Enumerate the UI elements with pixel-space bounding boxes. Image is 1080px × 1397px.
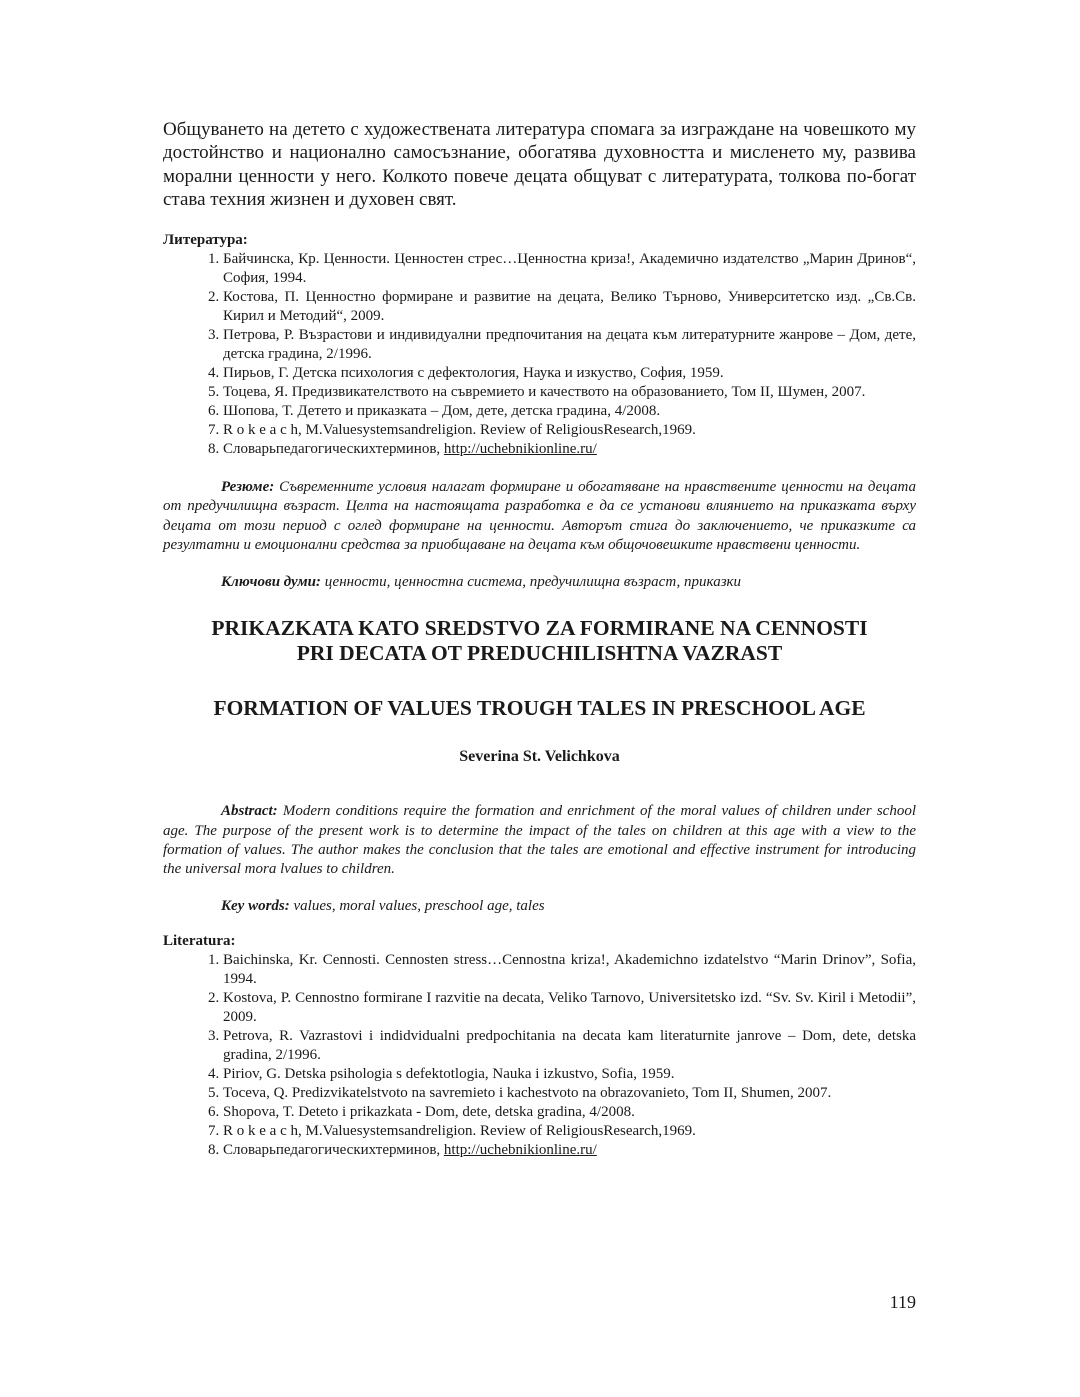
- reference-text: Словарьпедагогическихтерминов,: [223, 1141, 444, 1158]
- references-lat-list: [163, 951, 916, 1160]
- reference-item: 6. Shopova, T. Deteto i prikazkata - Dom, dete, detska gradina, 4/2008.: [223, 1103, 916, 1122]
- title-english: FORMATION OF VALUES TROUGH TALES IN PRESCHOOL AGE: [213, 696, 866, 721]
- reference-item: 3. Petrova, R. Vazrastovi i indidvidualni predpochitania na decata kam literaturnite janrove – Dom, dete, detska gradina, 2/1996.: [223, 1027, 916, 1065]
- reference-item: [223, 440, 916, 459]
- author-name: Severina St. Velichkova: [459, 748, 620, 766]
- keywords-bg-label: Ключови думи:: [221, 574, 321, 591]
- keywords-en-label: Key words:: [221, 897, 290, 914]
- reference-item: 3. Петрова, Р. Възрастови и индивидуални предпочитания на децата към литературните жанрове – Дом, дете, детска градина, 2/1996.: [223, 326, 916, 364]
- page-body: [163, 118, 916, 1160]
- resume-text: Съвременните условия налагат формиране и обогатяване на нравствените ценности на децата от предучилищна възраст. Целта на настоящата разработка е да се установи влиянието на приказката върху децата от този период с оглед формиране на ценности. Авторът стига до заключението, че приказките са резултатни и емоционални средства за приобщаване на децата към общочовешките нравствени ценности.: [163, 479, 916, 554]
- reference-item: 4. Пирьов, Г. Детска психология с дефектология, Наука и изкуство, София, 1959.: [223, 364, 916, 383]
- reference-item: 7. R o k e a c h, M.Valuesystemsandreligion. Review of ReligiousResearch,1969.: [223, 1122, 916, 1141]
- title-transliterated: [163, 616, 916, 666]
- keywords-en-text: values, moral values, preschool age, tales: [289, 897, 545, 914]
- reference-item: 2. Kostova, P. Cennostno formirane I razvitie na decata, Veliko Tarnovo, Universitetsko izd. “Sv. Sv. Kiril i Metodii”, 2009.: [223, 989, 916, 1027]
- reference-item: 4. Piriov, G. Detska psihologia s defektotlogia, Nauka i izkustvo, Sofia, 1959.: [223, 1065, 916, 1084]
- reference-item: 1. Байчинска, Кр. Ценности. Ценностен стрес…Ценностна криза!, Академично издателство „Марин Дринов“, София, 1994.: [223, 250, 916, 288]
- abstract-paragraph: [163, 802, 916, 879]
- keywords-bg: [163, 573, 916, 592]
- references-bg-list: [163, 250, 916, 459]
- reference-item: 5. Toceva, Q. Predizvikatelstvoto na savremieto i kachestvoto na obrazovanieto, Tom II, Shumen, 2007.: [223, 1084, 916, 1103]
- reference-item: 7. R o k e a c h, M.Valuesystemsandreligion. Review of ReligiousResearch,1969.: [223, 421, 916, 440]
- reference-item: [223, 1141, 916, 1160]
- resume-paragraph: [163, 478, 916, 555]
- abstract-text: Modern conditions require the formation and enrichment of the moral values of children under school age. The purpose of the present work is to determine the impact of the tales on children at this age with a view to the formation of values. The author makes the conclusion that the tales are emotional and effective instrument for introducing the universal mora lvalues to children.: [163, 803, 916, 878]
- page-number: 119: [889, 1292, 916, 1312]
- title-line-2: PRI DECATA OT PREDUCHILISHTNA VAZRAST: [296, 641, 783, 666]
- abstract-label: Abstract:: [221, 803, 278, 820]
- reference-item: 1. Baichinska, Kr. Cennosti. Cennosten stress…Cennostna kriza!, Akademichno izdatelstvo “Marin Drinov”, Sofia, 1994.: [223, 951, 916, 989]
- references-bg-heading: Литература:: [163, 232, 248, 249]
- title-line-1: PRIKAZKATA KATO SREDSTVO ZA FORMIRANE NA CENNOSTI: [211, 616, 868, 641]
- keywords-en: [163, 897, 916, 916]
- reference-link[interactable]: http://uchebnikionline.ru/: [443, 441, 597, 458]
- reference-item: 5. Тоцева, Я. Предизвикателството на съвремието и качеството на образованието, Том ІІ, Шумен, 2007.: [223, 383, 916, 402]
- reference-item: 6. Шопова, Т. Детето и приказката – Дом, дете, детска градина, 4/2008.: [223, 402, 916, 421]
- reference-link[interactable]: http://uchebnikionline.ru/: [443, 1141, 597, 1158]
- resume-label: Резюме:: [221, 479, 275, 496]
- reference-text: Словарьпедагогическихтерминов,: [223, 441, 444, 458]
- keywords-bg-text: ценности, ценностна система, предучилищна възраст, приказки: [320, 574, 742, 591]
- reference-item: 2. Костова, П. Ценностно формиране и развитие на децата, Велико Търново, Университетско изд. „Св.Св. Кирил и Методий“, 2009.: [223, 288, 916, 326]
- intro-paragraph: Общуването на детето с художествената литература спомага за изграждане на човешкото му достойнство и национално самосъзнание, обогатява духовността и мисленето му, развива морални ценности у него. Колкото повече децата общуват с литературата, толкова по-богат става техния жизнен и духовен свят.: [163, 119, 916, 210]
- references-lat-heading: Literatura:: [163, 932, 236, 949]
